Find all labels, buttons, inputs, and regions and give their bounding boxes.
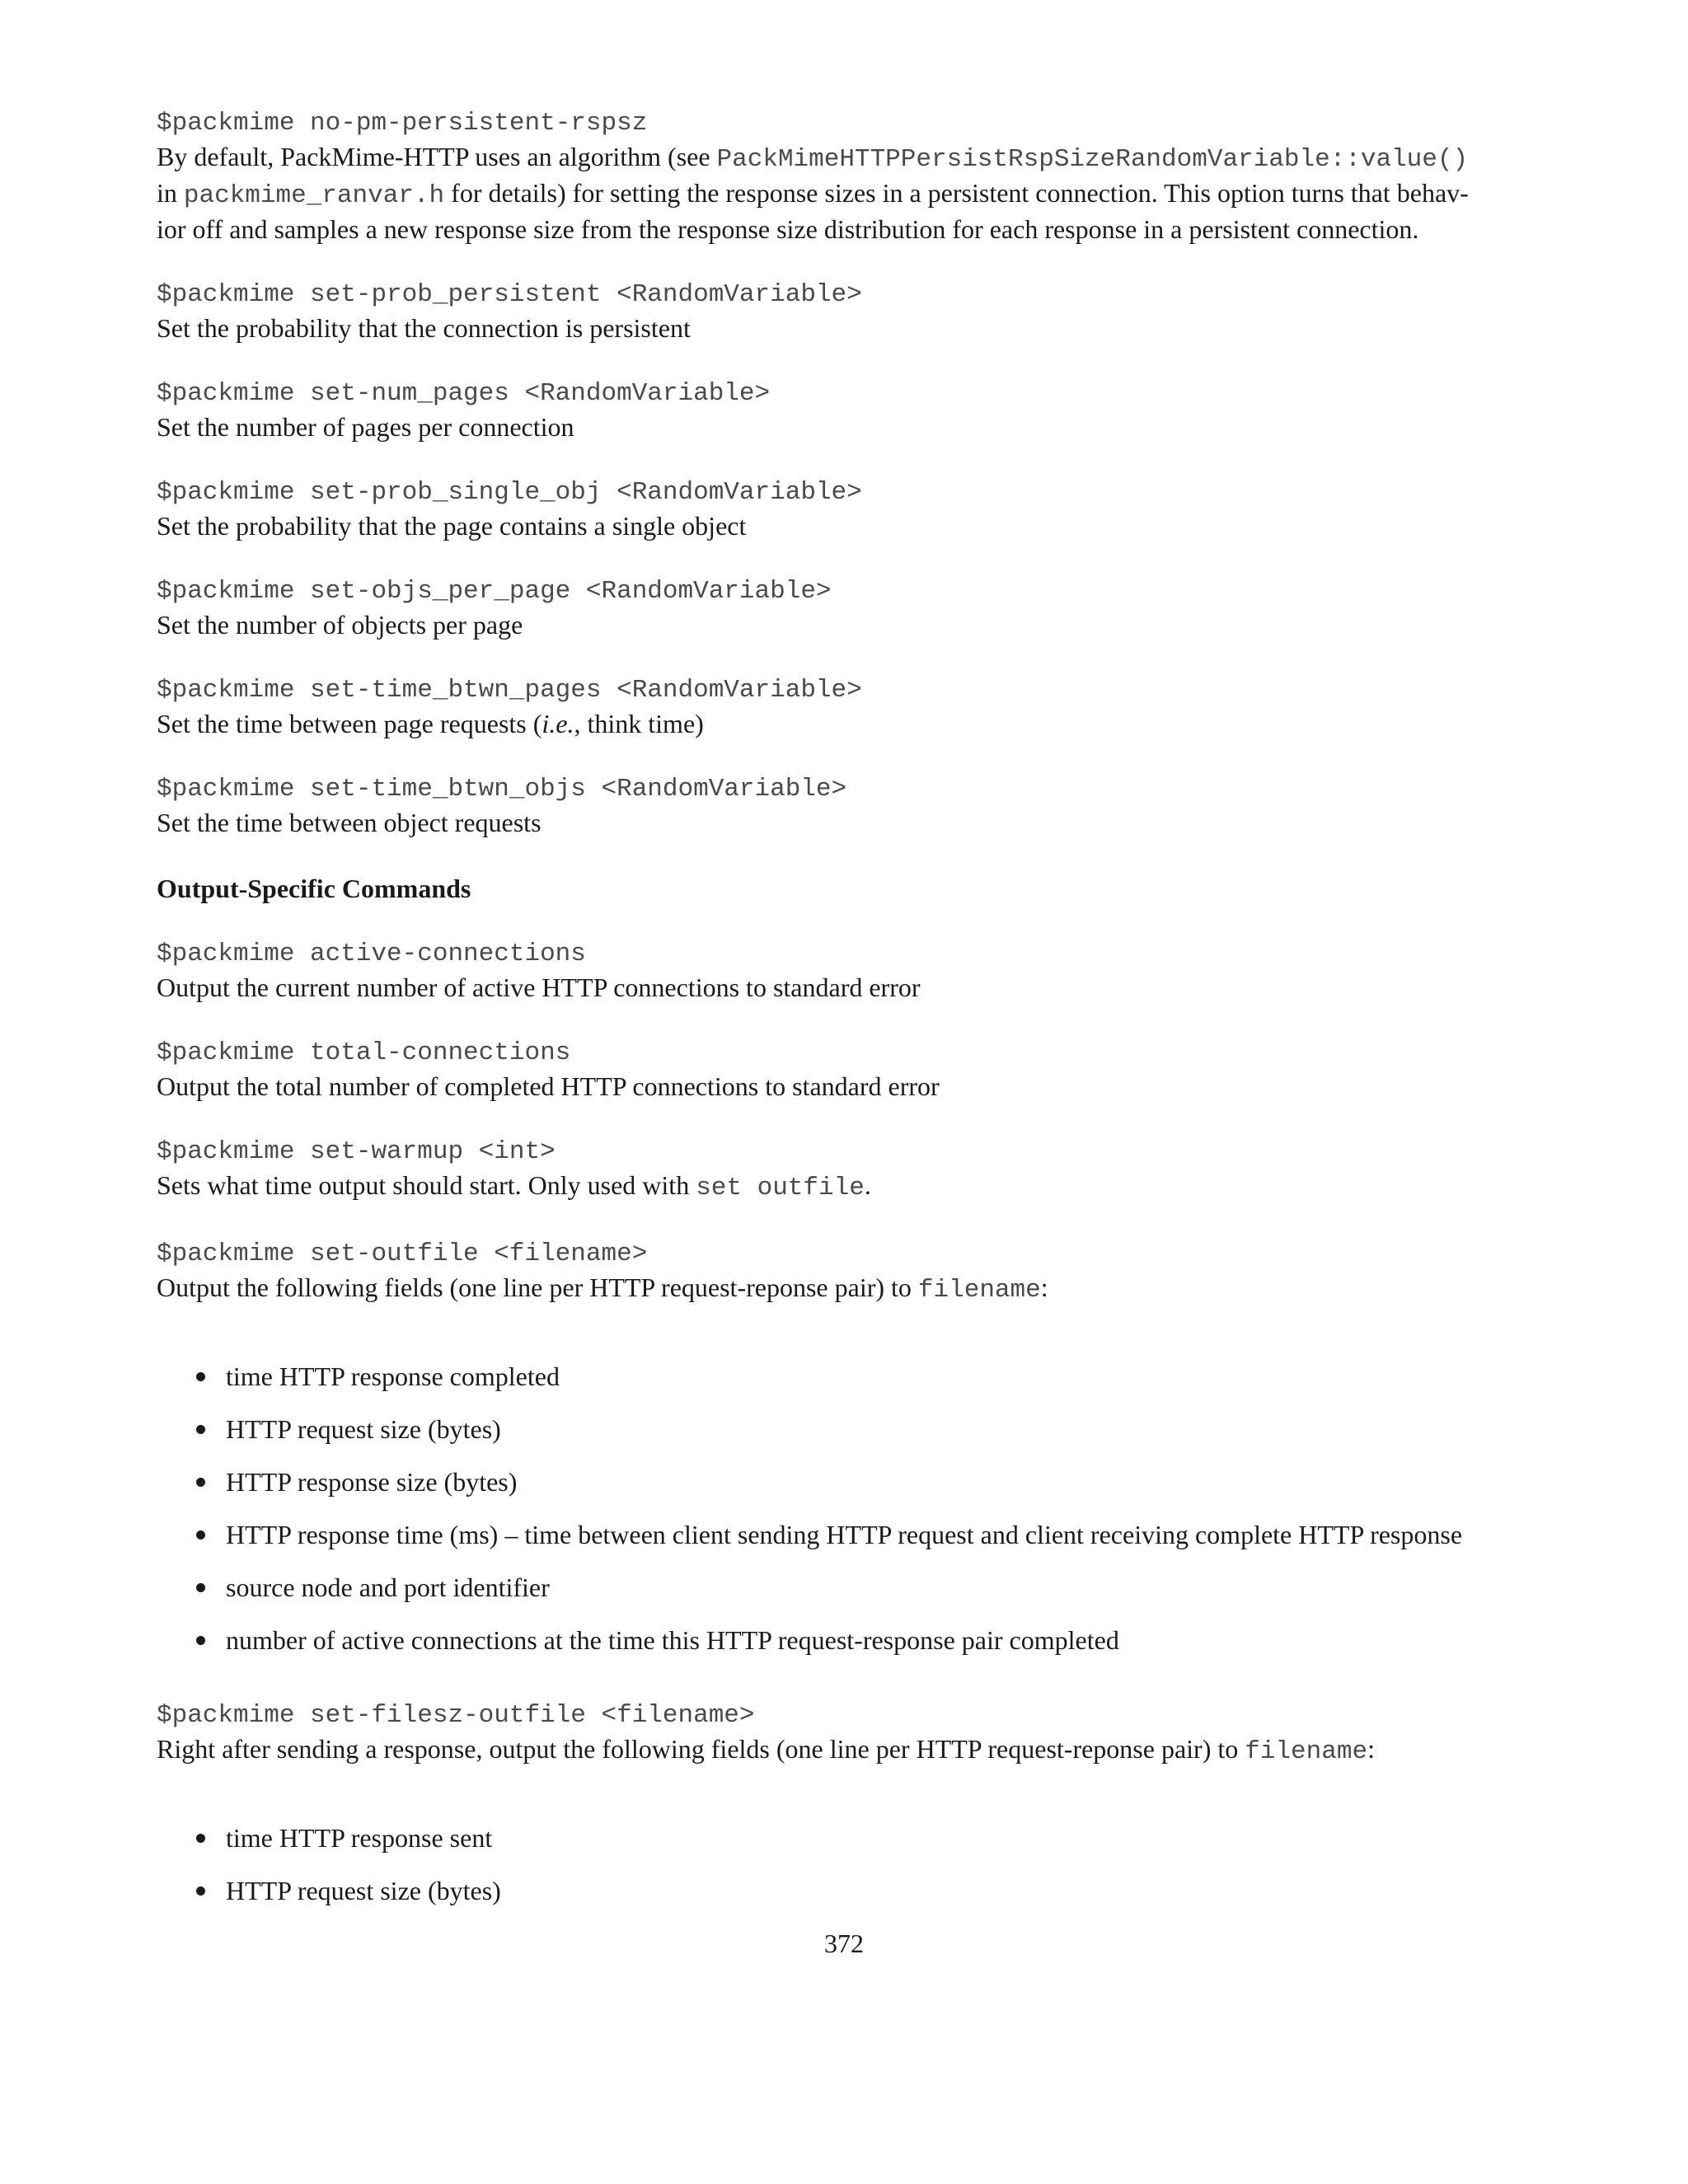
- command-signature: $packmime set-prob_single_obj <RandomVariable>: [157, 478, 862, 507]
- command-entry: [157, 107, 1541, 246]
- command-signature: $packmime set-num_pages <RandomVariable>: [157, 379, 771, 408]
- command-signature: $packmime active-connections: [157, 940, 586, 968]
- command-signature: $packmime set-time_btwn_pages <RandomVariable>: [157, 676, 862, 705]
- command-signature: $packmime set-filesz-outfile <filename>: [157, 1701, 755, 1730]
- command-entry: [157, 575, 1541, 641]
- inline-code: PackMimeHTTPPersistRspSizeRandomVariable::value(): [716, 145, 1469, 174]
- command-entry: [157, 1699, 1541, 1907]
- list-item-text: HTTP response size (bytes): [226, 1467, 518, 1497]
- list-item: [196, 1821, 1541, 1854]
- page-number: 372: [824, 1929, 864, 1958]
- list-item-text: number of active connections at the time this HTTP request-response pair completed: [226, 1625, 1119, 1655]
- command-signature: $packmime no-pm-persistent-rspsz: [157, 109, 648, 138]
- description-text: in: [157, 178, 184, 208]
- list-item: [196, 1465, 1541, 1498]
- bullet-icon: [196, 1478, 205, 1487]
- command-entry: [157, 476, 1541, 542]
- list-item: [196, 1360, 1541, 1393]
- command-description: Set the time between object requests: [157, 808, 542, 837]
- description-text: Right after sending a response, output the following fields (one line per HTTP request-reponse pair) to: [157, 1734, 1245, 1764]
- command-entry: [157, 773, 1541, 839]
- inline-code: set outfile: [696, 1174, 865, 1202]
- description-text: By default, PackMime-HTTP uses an algorithm (see: [157, 142, 717, 171]
- description-text: :: [1367, 1734, 1375, 1764]
- command-description: [157, 1271, 1541, 1307]
- command-description: Output the current number of active HTTP connections to standard error: [157, 972, 921, 1002]
- bullet-icon: [196, 1834, 205, 1843]
- command-signature: $packmime set-objs_per_page <RandomVariable>: [157, 577, 832, 606]
- bullet-icon: [196, 1372, 205, 1381]
- command-description: Output the total number of completed HTTP connections to standard error: [157, 1071, 940, 1101]
- command-description: Set the probability that the page contains a single object: [157, 511, 747, 541]
- list-item-text: HTTP request size (bytes): [226, 1876, 501, 1905]
- command-entry: [157, 377, 1541, 443]
- inline-code: filename: [917, 1276, 1041, 1305]
- command-entry: [157, 279, 1541, 344]
- bullet-icon: [196, 1530, 205, 1540]
- list-item: [196, 1518, 1541, 1551]
- command-entry: [157, 1238, 1541, 1657]
- command-description: Set the number of objects per page: [157, 610, 523, 640]
- document-page: [157, 107, 1541, 1950]
- bullet-icon: [196, 1425, 205, 1434]
- command-signature: $packmime set-time_btwn_objs <RandomVariable>: [157, 775, 847, 804]
- bullet-icon: [196, 1636, 205, 1645]
- command-entry: [157, 1136, 1541, 1205]
- command-entry: [157, 938, 1541, 1004]
- description-text: Output the following fields (one line per HTTP request-reponse pair) to: [157, 1272, 918, 1302]
- list-item-text: time HTTP response sent: [226, 1823, 493, 1853]
- command-description: Set the probability that the connection is persistent: [157, 313, 691, 343]
- description-text: for details) for setting the response sizes in a persistent connection. This option turns that behav- ior off and samples a new response size from the response size distribution for each response in a persistent connection.: [157, 178, 1469, 244]
- command-signature: $packmime set-prob_persistent <RandomVariable>: [157, 280, 862, 309]
- field-list: [157, 1821, 1541, 1907]
- inline-code: packmime_ranvar.h: [183, 181, 445, 210]
- command-description: [157, 707, 1541, 740]
- command-signature: $packmime total-connections: [157, 1038, 571, 1067]
- command-description: [157, 1169, 1541, 1205]
- description-text: Set the time between page requests (: [157, 709, 542, 738]
- description-text: , think time): [574, 709, 704, 738]
- bullet-icon: [196, 1583, 205, 1592]
- description-text: Sets what time output should start. Only used with: [157, 1170, 696, 1200]
- command-signature: $packmime set-outfile <filename>: [157, 1240, 648, 1268]
- list-item: [196, 1413, 1541, 1446]
- field-list: [157, 1360, 1541, 1657]
- command-entry: [157, 1037, 1541, 1103]
- description-text: :: [1040, 1272, 1048, 1302]
- inline-code: filename: [1245, 1737, 1368, 1766]
- command-description: [157, 140, 1541, 246]
- list-item: [196, 1571, 1541, 1604]
- list-item-text: HTTP response time (ms) – time between client sending HTTP request and client receiving complete HTTP response: [226, 1520, 1463, 1549]
- list-item-text: HTTP request size (bytes): [226, 1414, 501, 1444]
- command-entry: [157, 674, 1541, 740]
- list-item-text: time HTTP response completed: [226, 1361, 560, 1391]
- command-signature: $packmime set-warmup <int>: [157, 1137, 556, 1166]
- list-item: [196, 1874, 1541, 1907]
- section-heading: Output-Specific Commands: [157, 874, 471, 903]
- command-description: Set the number of pages per connection: [157, 412, 574, 442]
- list-item: [196, 1624, 1541, 1657]
- command-description: [157, 1732, 1541, 1769]
- description-text: .: [864, 1170, 871, 1200]
- bullet-icon: [196, 1886, 205, 1896]
- italic-abbreviation: i.e.: [542, 709, 574, 738]
- list-item-text: source node and port identifier: [226, 1572, 550, 1602]
